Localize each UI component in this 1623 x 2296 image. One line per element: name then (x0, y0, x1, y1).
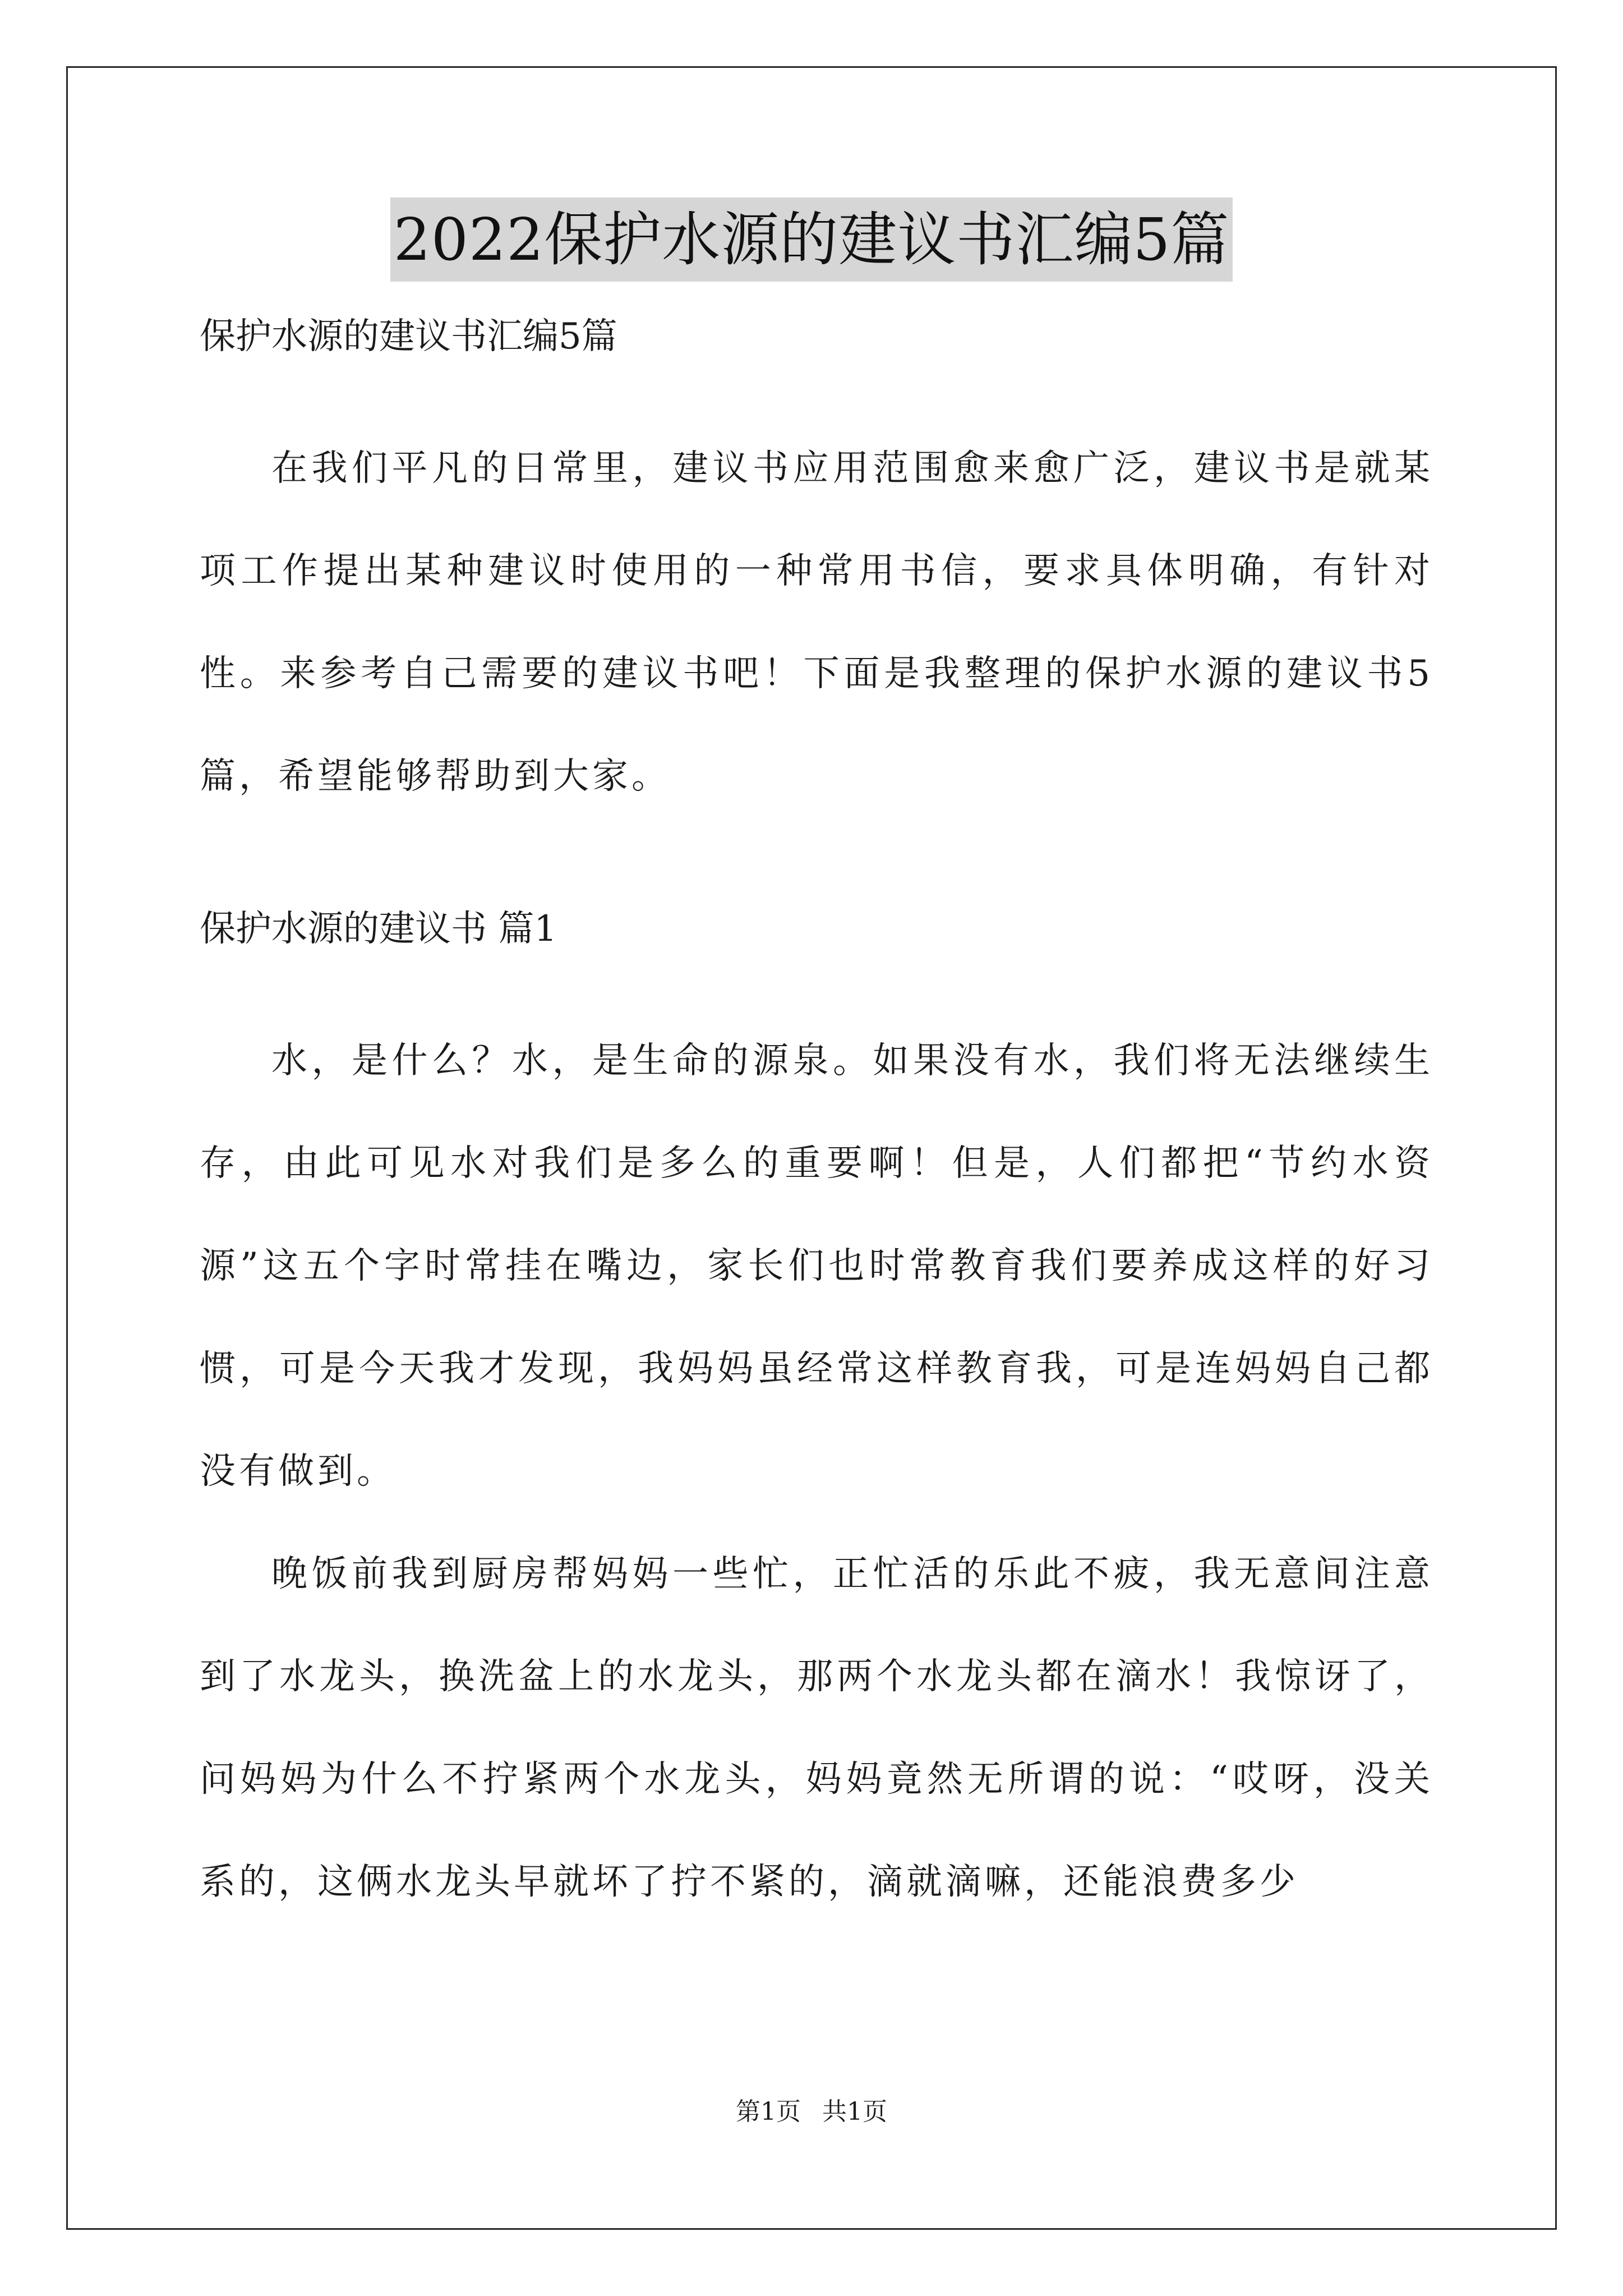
title-container (0, 197, 1623, 282)
document-subtitle: 保护水源的建议书汇编5篇 (200, 316, 617, 357)
document-title: 2022保护水源的建议书汇编5篇 (390, 197, 1233, 282)
intro-paragraph: 在我们平凡的日常里，建议书应用范围愈来愈广泛，建议书是就某项工作提出某种建议时使用的一种常用书信，要求具体明确，有针对性。来参考自己需要的建议书吧！下面是我整理的保护水源的建议书5篇，希望能够帮助到大家。 (200, 448, 1433, 797)
section-paragraph-1: 水，是什么？水，是生命的源泉。如果没有水，我们将无法继续生存，由此可见水对我们是多么的重要啊！但是，人们都把“节约水资源”这五个字时常挂在嘴边，家长们也时常教育我们要养成这样的好习惯，可是今天我才发现，我妈妈虽经常这样教育我，可是连妈妈自己都没有做到。 (200, 1040, 1433, 1492)
page-number: 第1页 (736, 2097, 801, 2126)
page-footer (0, 2095, 1623, 2129)
section-gap (200, 828, 1433, 907)
section-heading: 保护水源的建议书 篇1 (200, 908, 557, 950)
page-total: 共1页 (822, 2097, 887, 2126)
document-body (200, 314, 1433, 1934)
section-paragraph-2: 晚饭前我到厨房帮妈妈一些忙，正忙活的乐此不疲，我无意间注意到了水龙头，换洗盆上的水龙头，那两个水龙头都在滴水！我惊讶了，问妈妈为什么不拧紧两个水龙头，妈妈竟然无所谓的说：“哎呀，没关系的，这俩水龙头早就坏了拧不紧的，滴就滴嘛，还能浪费多少 (200, 1553, 1433, 1903)
